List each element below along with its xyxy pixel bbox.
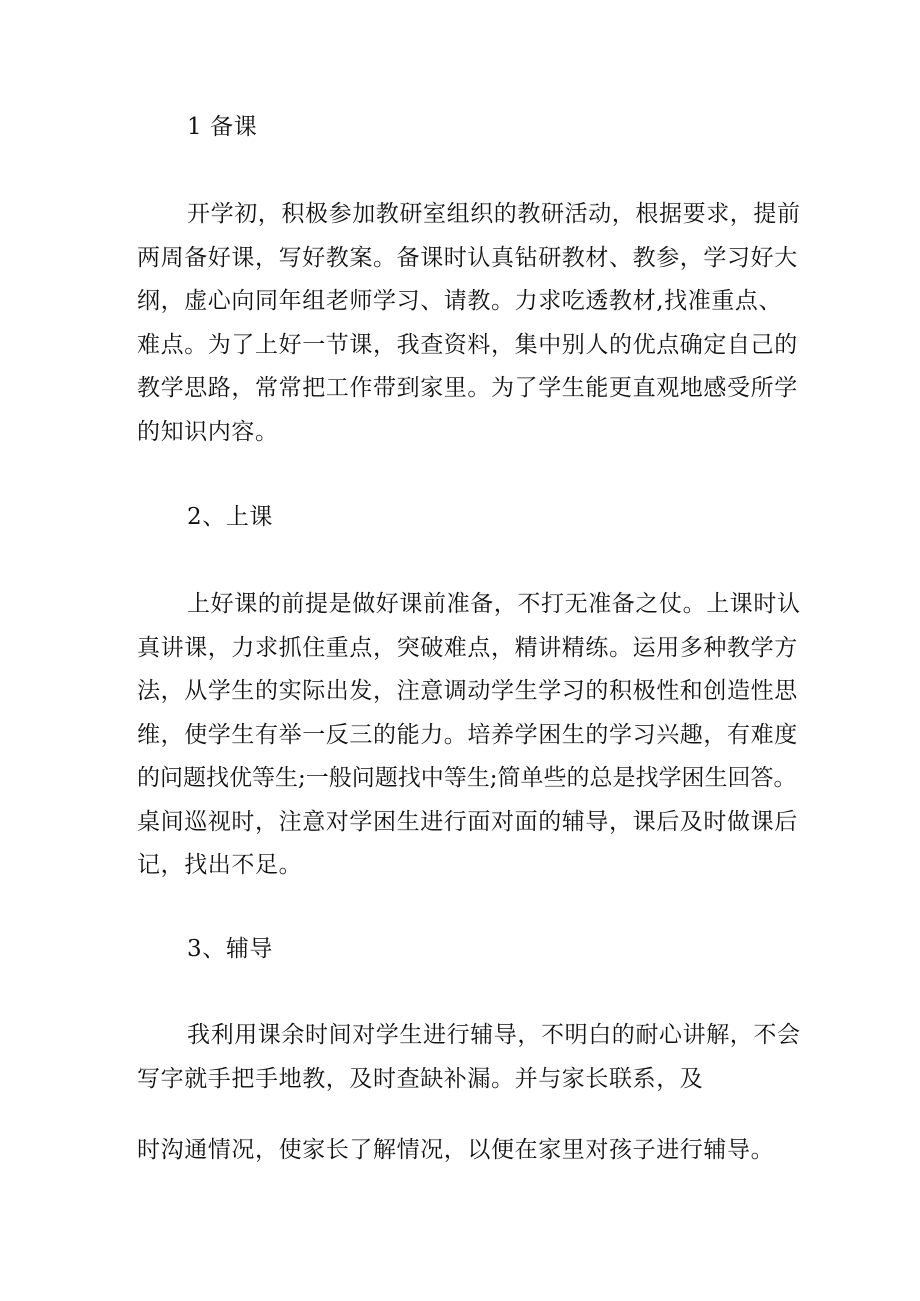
text-line: 开学初，积极参加教研室组织的教研活动，根据要求，提前 (187, 201, 801, 227)
text-line: 真讲课，力求抓住重点，突破难点，精讲精练。运用多种教学方 (137, 634, 798, 661)
text-line: 教学思路，常常把工作带到家里。为了学生能更直观地感受所学 (137, 375, 798, 401)
text-line: 的知识内容。 (137, 418, 279, 445)
paragraph-lesson-prep (137, 193, 801, 454)
text-line: 桌间巡视时，注意对学困生进行面对面的辅导，课后及时做课后 (137, 808, 798, 835)
text-line: 两周备好课，写好教案。备课时认真钻研教材、教参，学习好大 (137, 244, 798, 271)
paragraph-tutoring-continued: 时沟通情况，使家长了解情况，以便在家里对孩子进行辅导。 (137, 1137, 775, 1163)
paragraph-teaching (137, 583, 801, 888)
paragraph-tutoring (137, 1014, 801, 1101)
text-line: 难点。为了上好一节课，我查资料，集中别人的优点确定自己的 (137, 331, 798, 358)
text-line: 记，找出不足。 (137, 852, 303, 878)
text-line: 维，使学生有举一反三的能力。培养学困生的学习兴趣，有难度 (137, 721, 798, 748)
text-line: 写字就手把手地教，及时查缺补漏。并与家长联系，及 (137, 1065, 704, 1092)
text-line: 上好课的前提是做好课前准备，不打无准备之仗。上课时认 (187, 591, 801, 617)
text-line: 我利用课余时间对学生进行辅导，不明白的耐心讲解，不会 (187, 1022, 801, 1048)
text-line: 纲，虚心向同年组老师学习、请教。力求吃透教材,找准重点、 (137, 288, 783, 314)
text-line: 的问题找优等生;一般问题找中等生;简单些的总是找学困生回答。 (137, 765, 797, 791)
section-heading-teaching: 2、上课 (187, 504, 274, 530)
section-heading-lesson-prep: 1 备课 (187, 114, 258, 140)
text-line: 法，从学生的实际出发，注意调动学生学习的积极性和创造性思 (137, 678, 798, 704)
section-heading-tutoring: 3、辅导 (187, 936, 274, 962)
